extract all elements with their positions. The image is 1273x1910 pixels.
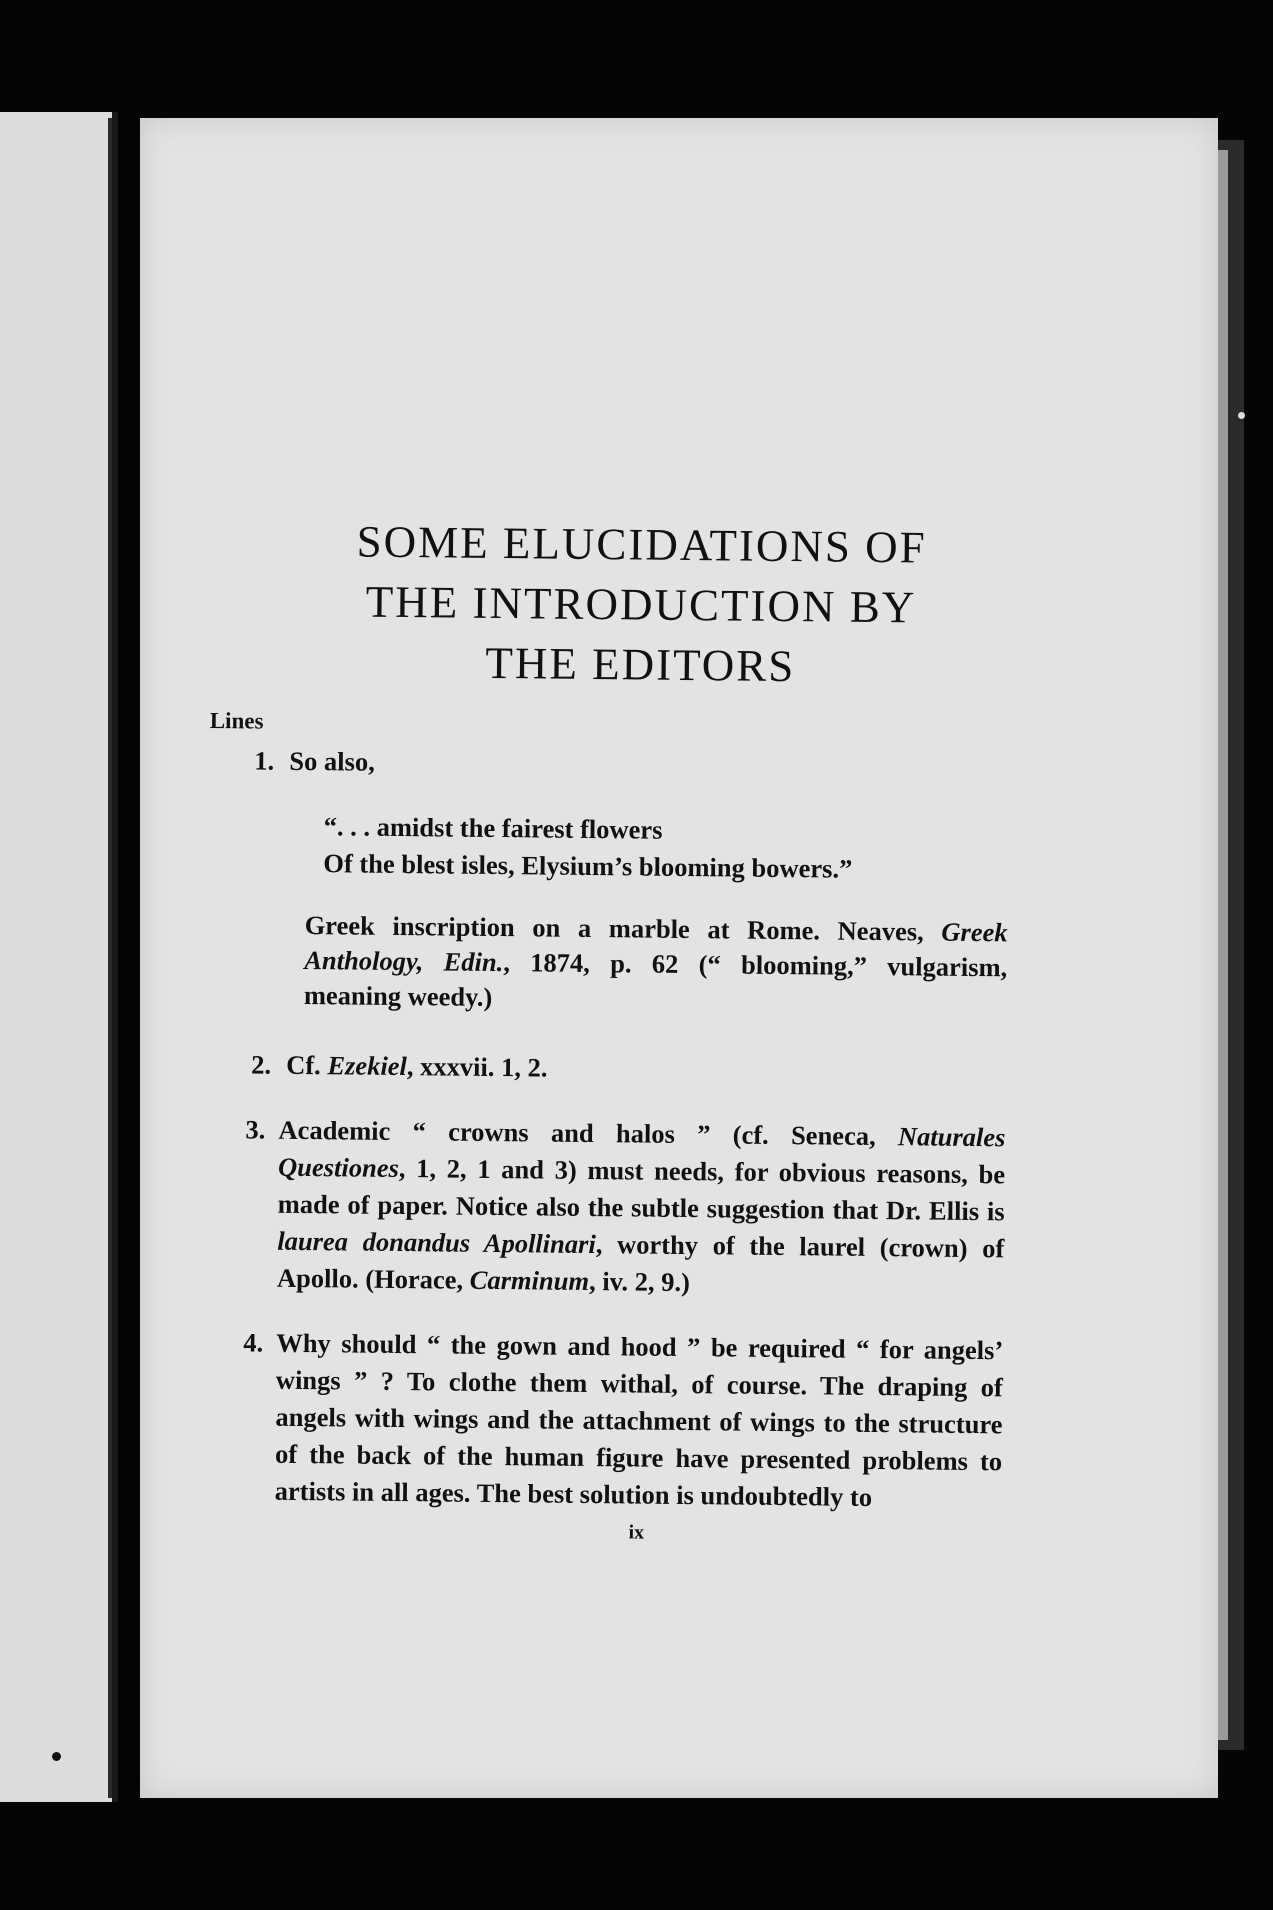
note-text (277, 1112, 1006, 1305)
citation-text: Greek inscription on a marble at Rome. Neaves, (304, 909, 924, 947)
verse-quotation (323, 808, 1009, 889)
note-text (286, 1047, 1006, 1092)
page-content (201, 510, 1012, 1548)
ink-speck (52, 1752, 61, 1761)
title-line-3: THE EDITORS (485, 637, 796, 692)
citation-title: Greek Anthology, Edin. (304, 916, 1008, 978)
note-text-part: , xxxvii. 1, 2. (406, 1051, 548, 1083)
note-text-part: , worthy of the laurel (crown) of Apollo. (Horace, (276, 1229, 1005, 1295)
quotation-citation (304, 908, 1008, 1020)
note-1 (209, 742, 1009, 787)
note-number: 1. (254, 745, 275, 776)
page-title (270, 511, 1012, 699)
note-2 (206, 1046, 1006, 1091)
note-text: So also, (289, 745, 375, 777)
page-number: ix (628, 1521, 645, 1544)
note-text-part: , iv. 2, 9.) (588, 1265, 691, 1298)
dust-speck (1238, 412, 1245, 419)
note-text-part: , 1, 2, 1 and 3) must needs, for obvious reasons, be made of paper. Notice also the subtle suggestion that Dr. Ellis is (277, 1152, 1006, 1227)
note-text-italic: Carminum (469, 1264, 590, 1296)
note-text: Why should “ the gown and hood ” be required “ for angels’ wings ” ? To clothe them withal, of course. The draping of angels with wings and the attachment of wings to the structure of the back of the human figure have presented problems to artists in all ages. The best solution is undoubtedly to (274, 1327, 1004, 1512)
note-text-italic: Ezekiel (327, 1050, 408, 1082)
note-text-part: Cf. (286, 1049, 328, 1081)
note-number: 3. (245, 1114, 266, 1145)
note-text-italic: Naturales Questiones (277, 1121, 1006, 1183)
note-text-italic: laurea donandus Apollinari (277, 1225, 596, 1260)
quote-line-2: Of the blest isles, Elysium’s blooming bowers.” (323, 848, 853, 884)
note-3 (204, 1111, 1006, 1304)
quote-line-1: “. . . amidst the fairest flowers (323, 811, 663, 845)
lines-label: Lines (209, 707, 264, 734)
title-line-2: THE INTRODUCTION BY (365, 576, 917, 633)
title-line-1: SOME ELUCIDATIONS OF (356, 516, 927, 573)
note-4 (202, 1324, 1004, 1517)
note-text-part: Academic “ crowns and halos ” (cf. Seneca, (278, 1114, 899, 1152)
note-number: 4. (243, 1327, 264, 1358)
note-number: 2. (251, 1049, 272, 1080)
citation-text: , 1874, p. 62 (“ blooming,” vulgarism, meaning weedy.) (303, 947, 1008, 1012)
facing-page-edge (0, 112, 118, 1802)
page-fore-edge-highlight (1218, 150, 1228, 1740)
book-spine (108, 118, 112, 1798)
